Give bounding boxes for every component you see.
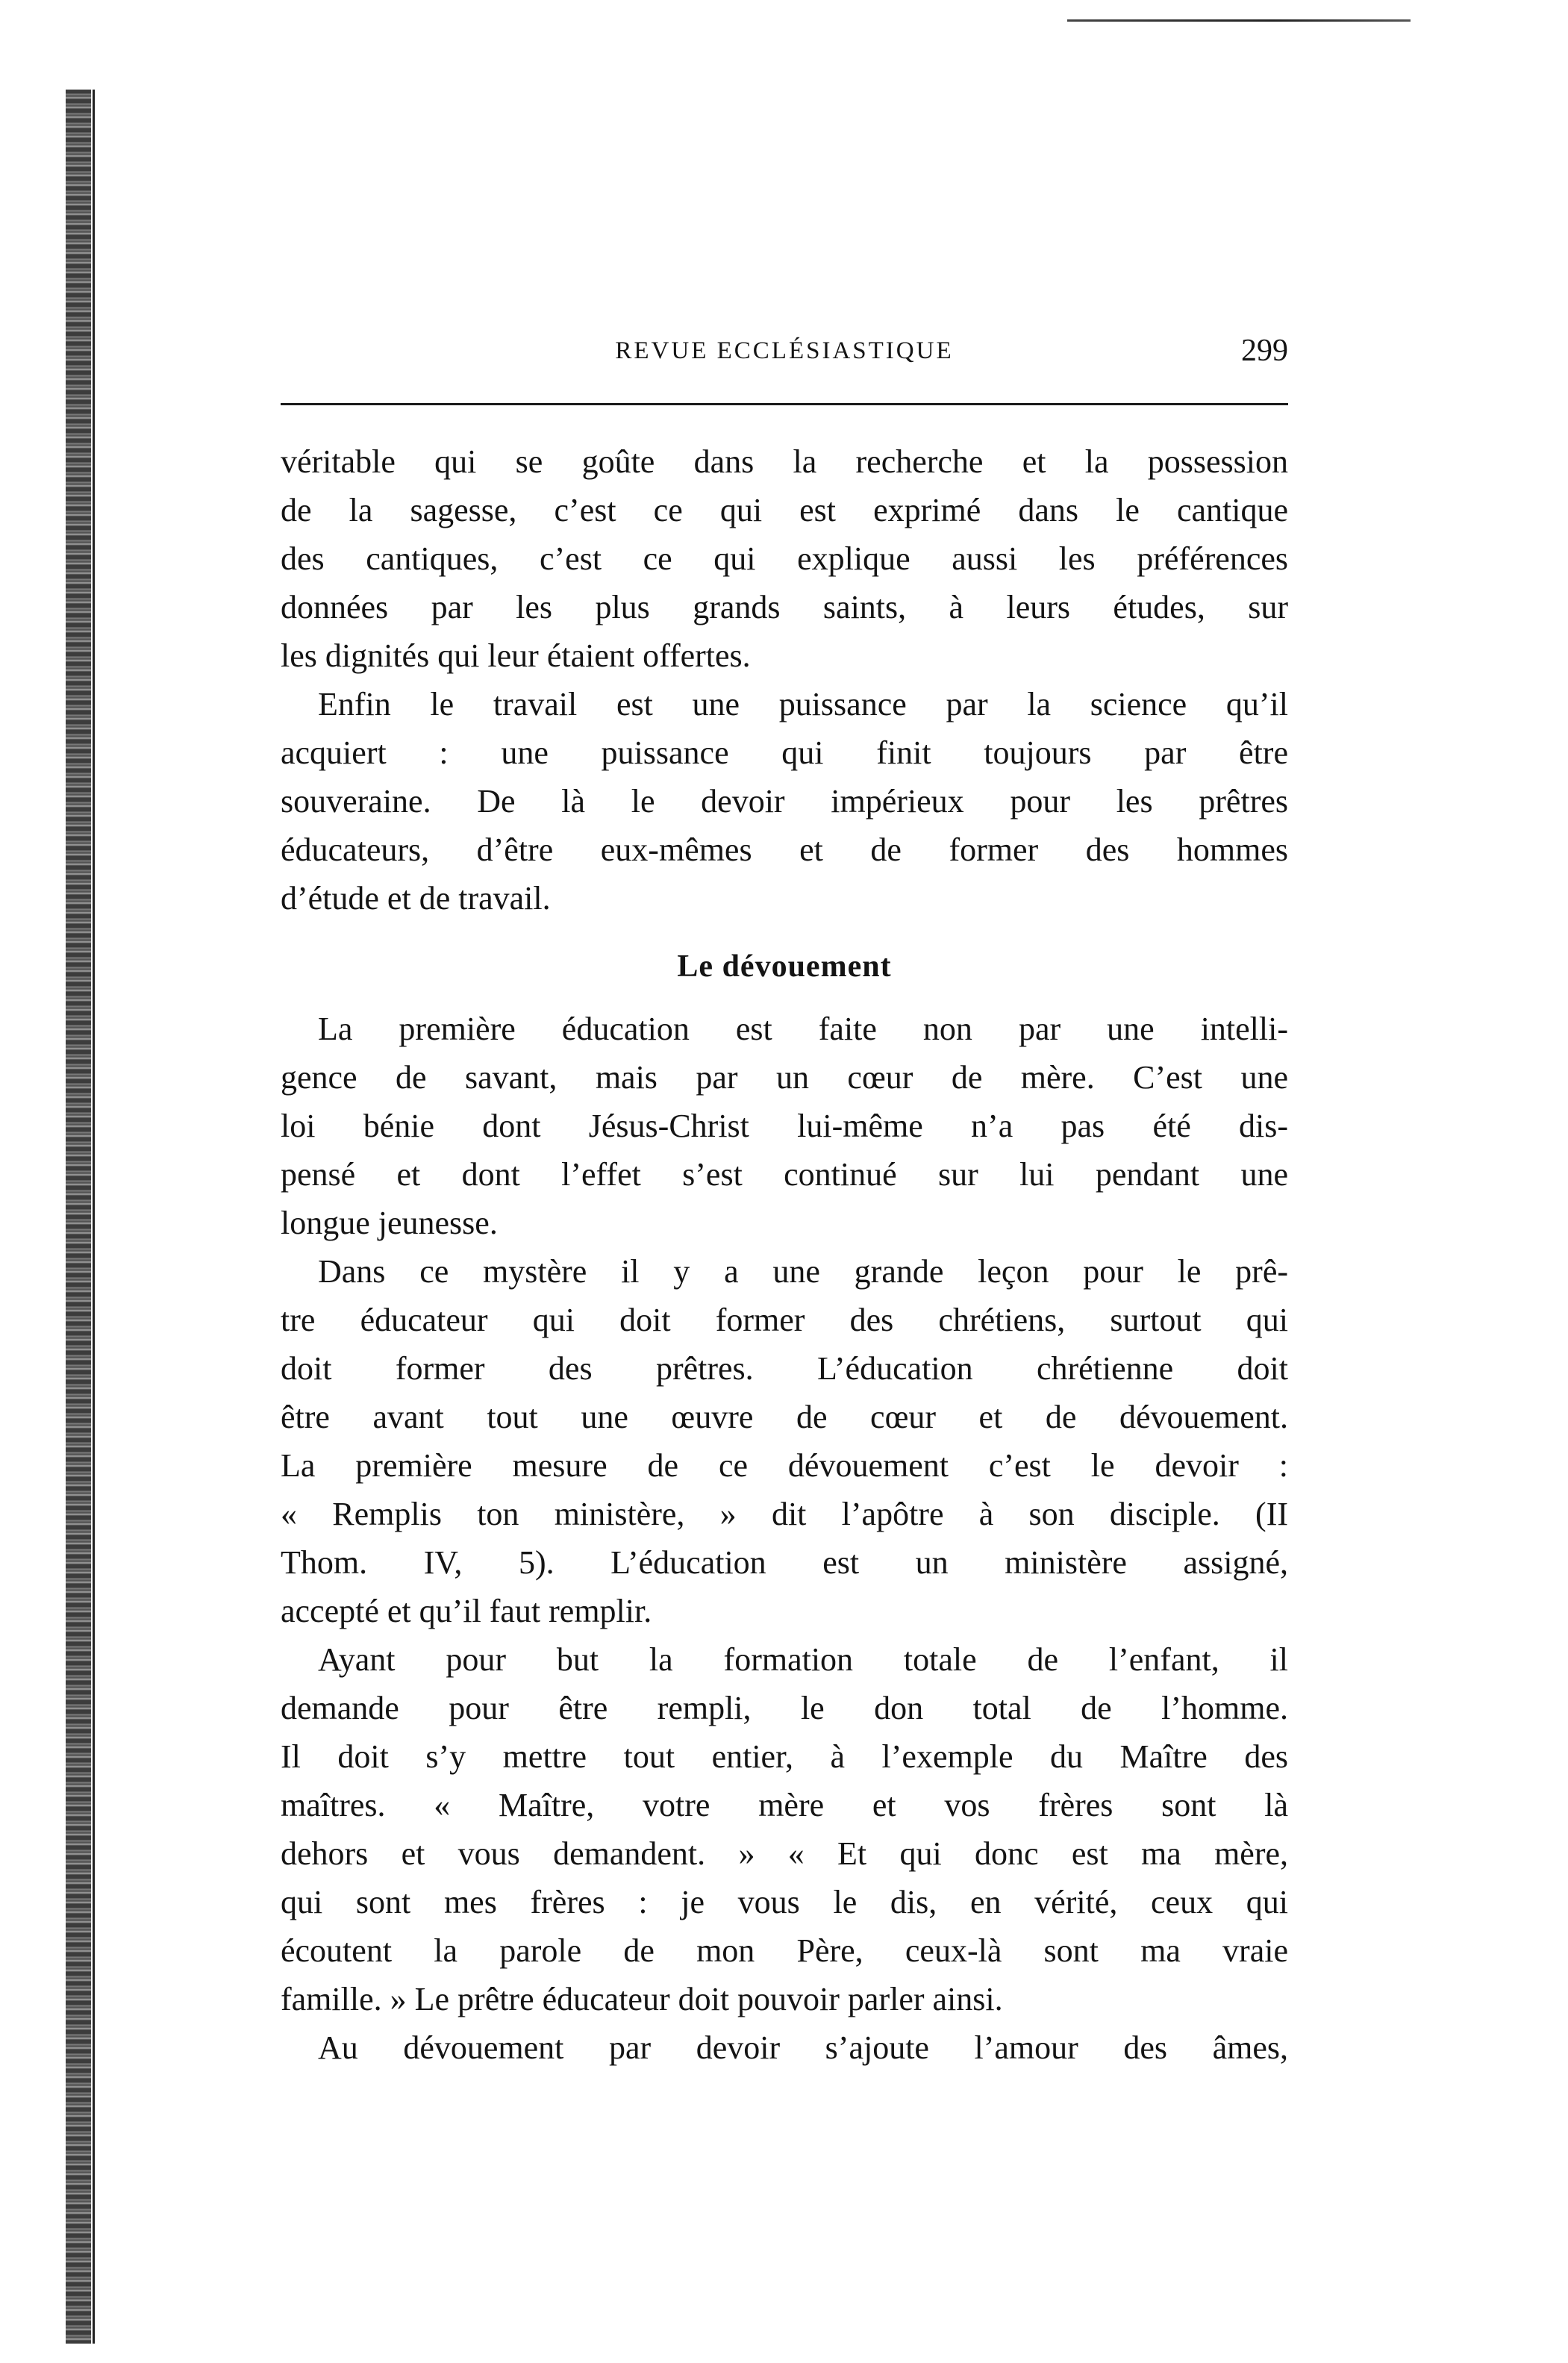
text-line: demande pour être rempli, le don total de l’homme. [281, 1690, 1288, 1726]
text-line: La première éducation est faite non par une intelli- [318, 1011, 1288, 1047]
text-line: Au dévouement par devoir s’ajoute l’amour des âmes, [318, 2029, 1288, 2066]
text-line: longue jeunesse. [281, 1205, 498, 1241]
text-line: gence de savant, mais par un cœur de mère. C’est une [281, 1059, 1288, 1096]
page-binding-line [93, 90, 95, 2344]
text-line: famille. » Le prêtre éducateur doit pouvoir parler ainsi. [281, 1981, 1003, 2017]
running-title: REVUE ECCLÉSIASTIQUE [615, 337, 954, 364]
text-line: d’étude et de travail. [281, 880, 551, 917]
text-line: les dignités qui leur étaient offertes. [281, 637, 751, 674]
text-line: « Remplis ton ministère, » dit l’apôtre à son disciple. (II [281, 1496, 1288, 1532]
text-line: acquiert : une puissance qui finit toujours par être [281, 734, 1288, 771]
paragraph-mystery [281, 1247, 1288, 1635]
text-line: données par les plus grands saints, à leurs études, sur [281, 589, 1288, 625]
text-line: Thom. IV, 5). L’éducation est un ministère assigné, [281, 1544, 1288, 1581]
text-line: Dans ce mystère il y a une grande leçon pour le prê- [318, 1253, 1288, 1290]
text-line: maîtres. « Maître, votre mère et vos frères sont là [281, 1787, 1288, 1823]
text-line: Ayant pour but la formation totale de l’enfant, il [318, 1641, 1288, 1678]
text-line: des cantiques, c’est ce qui explique aussi les préférences [281, 540, 1288, 577]
text-line: dehors et vous demandent. » « Et qui donc est ma mère, [281, 1835, 1288, 1872]
text-line: écoutent la parole de mon Père, ceux-là sont ma vraie [281, 1932, 1288, 1969]
corner-rule [1067, 19, 1411, 22]
text-line: Il doit s’y mettre tout entier, à l’exemple du Maître des [281, 1738, 1288, 1775]
text-line: accepté et qu’il faut remplir. [281, 1593, 652, 1629]
text-line: tre éducateur qui doit former des chrétiens, surtout qui [281, 1302, 1288, 1338]
section-heading: Le dévouement [677, 949, 892, 984]
text-line: doit former des prêtres. L’éducation chrétienne doit [281, 1350, 1288, 1387]
paragraph-continuation [281, 437, 1288, 680]
text-line: éducateurs, d’être eux-mêmes et de former des hommes [281, 831, 1288, 868]
paragraph-first-education [281, 1005, 1288, 1247]
header-rule [281, 403, 1288, 405]
text-line: souveraine. De là le devoir impérieux pour les prêtres [281, 783, 1288, 820]
paragraph-total-formation [281, 1635, 1288, 2023]
text-line: véritable qui se goûte dans la recherche et la possession [281, 443, 1288, 480]
page-number: 299 [1241, 334, 1288, 368]
paragraph-love-of-souls [281, 2023, 1288, 2072]
text-line: Enfin le travail est une puissance par la science qu’il [318, 686, 1288, 722]
text-line: être avant tout une œuvre de cœur et de dévouement. [281, 1399, 1288, 1435]
text-body [281, 437, 1288, 2072]
text-line: loi bénie dont Jésus-Christ lui-même n’a pas été dis- [281, 1108, 1288, 1144]
page-header [281, 328, 1288, 373]
text-line: La première mesure de ce dévouement c’est le devoir : [281, 1447, 1288, 1484]
page-binding-edge [66, 90, 91, 2344]
text-line: pensé et dont l’effet s’est continué sur lui pendant une [281, 1156, 1288, 1193]
paragraph-science [281, 680, 1288, 923]
text-line: qui sont mes frères : je vous le dis, en vérité, ceux qui [281, 1884, 1288, 1920]
text-line: de la sagesse, c’est ce qui est exprimé dans le cantique [281, 492, 1288, 528]
